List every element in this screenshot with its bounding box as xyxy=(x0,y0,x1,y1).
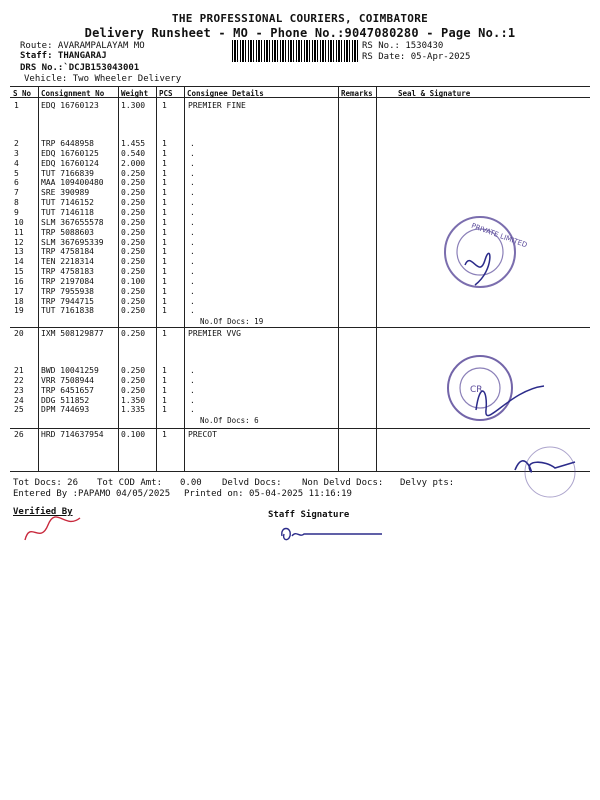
row-pcs: 1 xyxy=(162,237,167,247)
group-consignee: PRECOT xyxy=(188,430,217,439)
row-pcs: 1 xyxy=(162,296,167,306)
delivery-points: Delvy pts: xyxy=(400,478,455,488)
row-weight: 0.250 xyxy=(121,375,146,385)
doc-count: No.Of Docs: 6 xyxy=(200,416,259,425)
row-consignee-dot: . xyxy=(190,237,195,247)
row-sno: 1 xyxy=(14,101,19,110)
table-bottom-border xyxy=(10,471,590,472)
row-weight: 0.250 xyxy=(121,168,146,178)
row-sno: 21 xyxy=(14,366,24,375)
row-consignment: TEN 2218314 xyxy=(41,257,94,267)
row-weight: 0.250 xyxy=(121,366,146,375)
row-weight: 1.335 xyxy=(121,405,146,415)
row-sno: 15 xyxy=(14,267,24,277)
row-consignment: EDQ 16760123 xyxy=(41,101,99,110)
row-consignee-dot: . xyxy=(190,168,195,178)
row-consignment: TRP 6448958 xyxy=(41,139,94,148)
row-sno: 20 xyxy=(14,329,24,338)
row-pcs: 1 xyxy=(162,375,167,385)
row-consignment: MAA 109400480 xyxy=(41,178,104,188)
col-header-sno: S No xyxy=(13,89,32,98)
row-consignee-dot: . xyxy=(190,385,195,395)
group-consignee: PREMIER VVG xyxy=(188,329,241,338)
row-sno: 18 xyxy=(14,296,24,306)
row-pcs: 1 xyxy=(162,395,167,405)
col-divider xyxy=(118,86,119,471)
row-weight: 0.250 xyxy=(121,257,146,267)
row-consignee-dot: . xyxy=(190,227,195,237)
row-weight: 1.455 xyxy=(121,139,146,148)
row-consignment: TRP 6451657 xyxy=(41,385,94,395)
row-pcs: 1 xyxy=(162,267,167,277)
doc-count: No.Of Docs: 19 xyxy=(200,317,264,326)
row-pcs: 1 xyxy=(162,168,167,178)
row-sno: 13 xyxy=(14,247,24,257)
row-consignment: TRP 7944715 xyxy=(41,296,94,306)
row-weight: 0.250 xyxy=(121,237,146,247)
col-header-consignment: Consignment No xyxy=(41,89,105,98)
row-sno: 11 xyxy=(14,227,24,237)
rs-number: RS No.: 1530430 xyxy=(362,41,444,51)
row-consignment: TRP 7955938 xyxy=(41,286,94,296)
vehicle-label: Vehicle: Two Wheeler Delivery xyxy=(24,74,182,84)
row-sno: 8 xyxy=(14,198,19,208)
verified-by: Verified By xyxy=(13,507,73,517)
row-sno: 19 xyxy=(14,306,24,316)
row-consignee-dot: . xyxy=(190,286,195,296)
row-weight: 0.250 xyxy=(121,296,146,306)
row-consignment: HRD 714637954 xyxy=(41,430,104,439)
row-sno: 14 xyxy=(14,257,24,267)
row-weight: 0.540 xyxy=(121,148,146,158)
row-consignment: TUT 7146118 xyxy=(41,207,94,217)
row-consignment: TUT 7146152 xyxy=(41,198,94,208)
col-divider xyxy=(376,86,377,471)
row-pcs: 1 xyxy=(162,101,167,110)
row-consignment: TRP 2197084 xyxy=(41,276,94,286)
row-consignment: EDQ 16760125 xyxy=(41,148,99,158)
total-cod-value: 0.00 xyxy=(180,478,202,488)
row-consignment: SLM 367655578 xyxy=(41,217,104,227)
row-weight: 0.100 xyxy=(121,430,146,439)
company-seal-stamp-1 xyxy=(435,210,535,300)
row-consignee-dot: . xyxy=(190,198,195,208)
group-consignee: PREMIER FINE xyxy=(188,101,246,110)
col-divider xyxy=(184,86,185,471)
row-consignee-dot: . xyxy=(190,207,195,217)
row-weight: 0.250 xyxy=(121,329,146,338)
printed-on: Printed on: 05-04-2025 11:16:19 xyxy=(184,489,352,499)
row-consignee-dot: . xyxy=(190,296,195,306)
col-divider xyxy=(338,86,339,471)
row-weight: 2.000 xyxy=(121,158,146,168)
row-consignee-dot: . xyxy=(190,188,195,198)
row-pcs: 1 xyxy=(162,286,167,296)
row-weight: 0.250 xyxy=(121,227,146,237)
row-consignee-dot: . xyxy=(190,276,195,286)
total-docs: Tot Docs: 26 xyxy=(13,478,79,488)
row-pcs: 1 xyxy=(162,227,167,237)
row-sno: 4 xyxy=(14,158,19,168)
staff-signature xyxy=(278,522,388,546)
col-header-weight: Weight xyxy=(121,89,149,98)
row-pcs: 1 xyxy=(162,158,167,168)
row-weight: 0.250 xyxy=(121,306,146,316)
row-weight: 0.250 xyxy=(121,385,146,395)
row-consignee-dot: . xyxy=(190,366,195,375)
row-sno: 12 xyxy=(14,237,24,247)
delivered-docs: Delvd Docs: xyxy=(222,478,282,488)
row-pcs: 1 xyxy=(162,178,167,188)
row-weight: 0.250 xyxy=(121,217,146,227)
row-pcs: 1 xyxy=(162,306,167,316)
entered-by: Entered By :PAPAMO 04/05/2025 xyxy=(13,489,171,499)
row-consignment: TUT 7161838 xyxy=(41,306,94,316)
row-weight: 0.250 xyxy=(121,207,146,217)
row-sno: 17 xyxy=(14,286,24,296)
row-weight: 0.250 xyxy=(121,198,146,208)
col-divider xyxy=(38,86,39,471)
row-sno: 10 xyxy=(14,217,24,227)
row-consignment: IXM 508129877 xyxy=(41,329,104,338)
stamp2-text: CR xyxy=(470,385,483,395)
row-consignment: DPM 744693 xyxy=(41,405,90,415)
row-consignee-dot: . xyxy=(190,148,195,158)
row-pcs: 1 xyxy=(162,430,167,439)
row-consignee-dot: . xyxy=(190,139,195,148)
col-header-seal: Seal & Signature xyxy=(398,89,471,98)
group-separator xyxy=(10,327,590,328)
row-consignment: SRE 390989 xyxy=(41,188,90,198)
row-sno: 22 xyxy=(14,375,24,385)
row-sno: 5 xyxy=(14,168,19,178)
staff-label: Staff: THANGARAJ xyxy=(20,51,107,61)
row-pcs: 1 xyxy=(162,188,167,198)
row-weight: 1.300 xyxy=(121,101,146,110)
row-weight: 0.100 xyxy=(121,276,146,286)
row-sno: 16 xyxy=(14,276,24,286)
row-consignment: TUT 7166839 xyxy=(41,168,94,178)
row-consignment: TRP 4758183 xyxy=(41,267,94,277)
row-consignee-dot: . xyxy=(190,405,195,415)
signature-stamp-3 xyxy=(505,440,585,500)
row-pcs: 1 xyxy=(162,329,167,338)
row-pcs: 1 xyxy=(162,405,167,415)
stamp1-text: PRIVATE LIMITED xyxy=(470,221,529,250)
row-consignee-dot: . xyxy=(190,257,195,267)
row-consignee-dot: . xyxy=(190,375,195,385)
row-pcs: 1 xyxy=(162,257,167,267)
row-sno: 24 xyxy=(14,395,24,405)
company-seal-stamp-2 xyxy=(440,350,550,430)
row-consignment: BWD 10041259 xyxy=(41,366,99,375)
row-sno: 7 xyxy=(14,188,19,198)
row-sno: 26 xyxy=(14,430,24,439)
row-consignee-dot: . xyxy=(190,247,195,257)
row-weight: 0.250 xyxy=(121,286,146,296)
row-weight: 0.250 xyxy=(121,247,146,257)
row-consignee-dot: . xyxy=(190,395,195,405)
col-header-pcs: PCS xyxy=(159,89,173,98)
row-consignee-dot: . xyxy=(190,267,195,277)
drs-number: DRS No.:`DCJB153043001 xyxy=(20,63,140,73)
row-pcs: 1 xyxy=(162,148,167,158)
row-consignee-dot: . xyxy=(190,306,195,316)
row-pcs: 1 xyxy=(162,247,167,257)
row-sno: 9 xyxy=(14,207,19,217)
row-pcs: 1 xyxy=(162,276,167,286)
row-pcs: 1 xyxy=(162,217,167,227)
row-consignment: EDQ 16760124 xyxy=(41,158,99,168)
row-weight: 0.250 xyxy=(121,267,146,277)
row-consignment: SLM 367695339 xyxy=(41,237,104,247)
row-consignment: TRP 4758184 xyxy=(41,247,94,257)
row-consignment: VRR 7508944 xyxy=(41,375,94,385)
row-pcs: 1 xyxy=(162,139,167,148)
verifier-signature xyxy=(20,510,90,550)
row-consignment: DDG 511852 xyxy=(41,395,90,405)
row-sno: 2 xyxy=(14,139,19,148)
row-pcs: 1 xyxy=(162,198,167,208)
row-weight: 0.250 xyxy=(121,188,146,198)
col-divider xyxy=(156,86,157,471)
row-consignment: TRP 5088603 xyxy=(41,227,94,237)
row-consignee-dot: . xyxy=(190,217,195,227)
staff-signature-label: Staff Signature xyxy=(268,510,350,520)
row-consignee-dot: . xyxy=(190,158,195,168)
row-pcs: 1 xyxy=(162,366,167,375)
barcode-image xyxy=(232,40,358,62)
row-sno: 3 xyxy=(14,148,19,158)
company-title: THE PROFESSIONAL COURIERS, COIMBATORE xyxy=(171,12,429,25)
row-weight: 0.250 xyxy=(121,178,146,188)
row-sno: 25 xyxy=(14,405,24,415)
row-pcs: 1 xyxy=(162,385,167,395)
total-cod-label: Tot COD Amt: xyxy=(97,478,163,488)
row-sno: 6 xyxy=(14,178,19,188)
row-sno: 23 xyxy=(14,385,24,395)
row-pcs: 1 xyxy=(162,207,167,217)
rs-date: RS Date: 05-Apr-2025 xyxy=(362,52,471,62)
table-top-border xyxy=(10,86,590,87)
col-header-consignee: Consignee Details xyxy=(187,89,264,98)
col-header-remarks: Remarks xyxy=(341,89,373,98)
runsheet-subtitle: Delivery Runsheet - MO - Phone No.:9047080280 - Page No.:1 xyxy=(84,26,516,40)
non-delivered-docs: Non Delvd Docs: xyxy=(302,478,384,488)
row-consignee-dot: . xyxy=(190,178,195,188)
row-weight: 1.350 xyxy=(121,395,146,405)
route-label: Route: AVARAMPALAYAM MO xyxy=(20,41,145,51)
